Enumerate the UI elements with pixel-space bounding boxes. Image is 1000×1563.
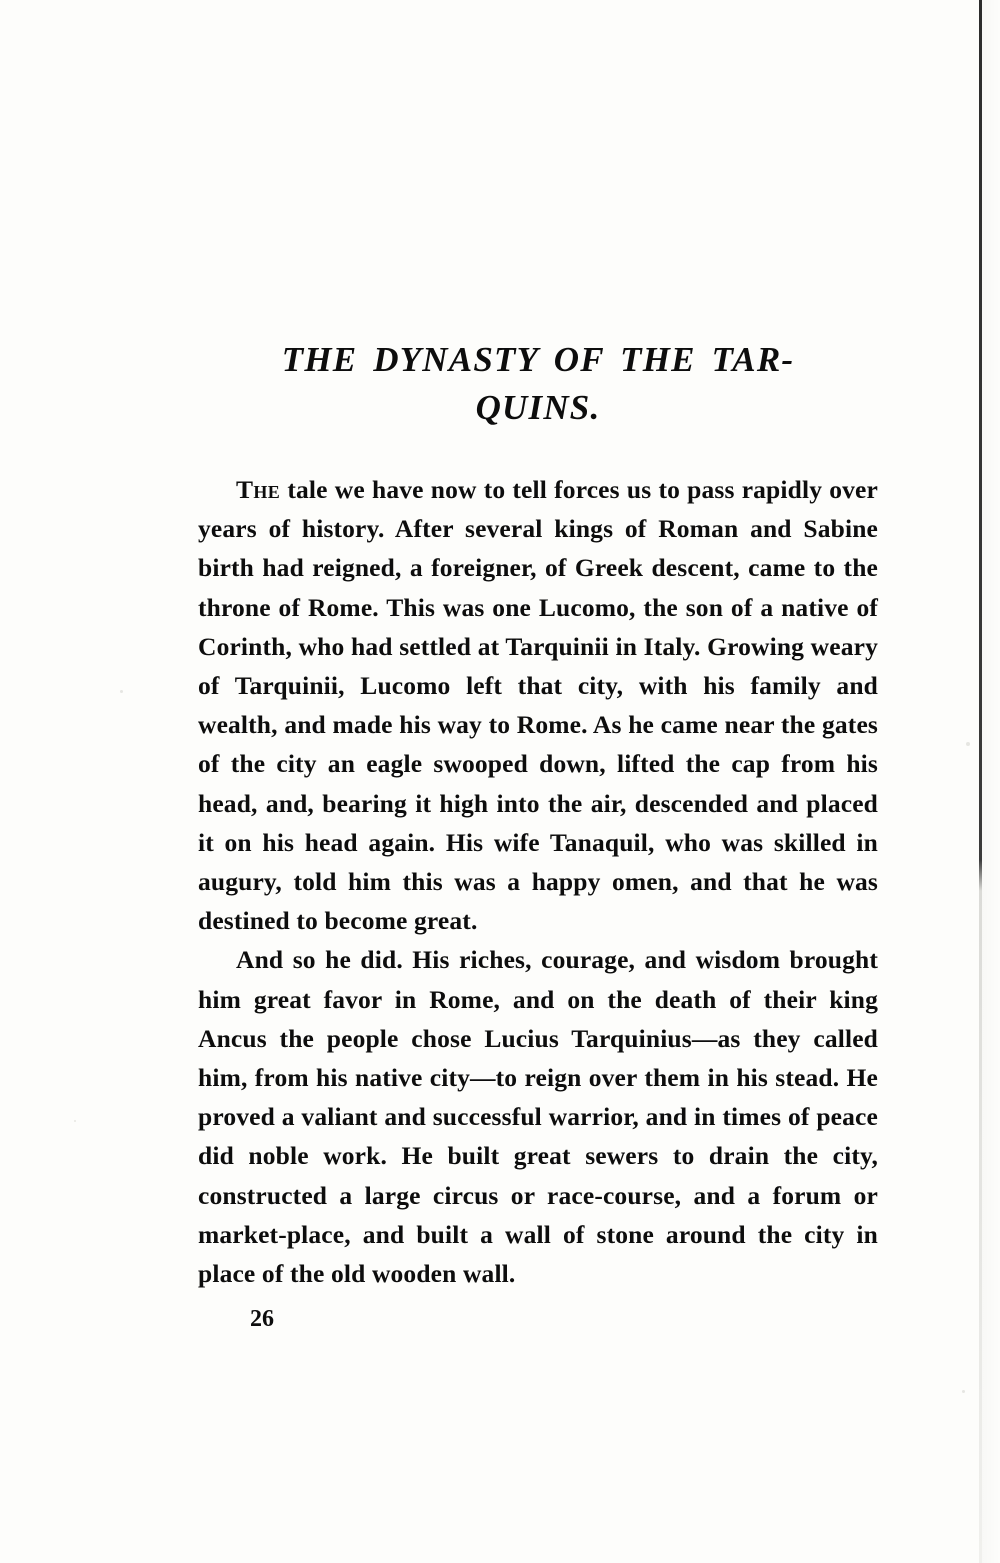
page-edge-shadow bbox=[982, 0, 1000, 1563]
page-number: 26 bbox=[250, 1306, 274, 1332]
paragraph-1-lead-smallcaps: The bbox=[236, 475, 281, 504]
chapter-title-line-1: THE DYNASTY OF THE TAR- bbox=[281, 340, 795, 379]
paragraph-2 bbox=[198, 940, 878, 1293]
scan-binding-edge bbox=[979, 0, 982, 1563]
paper-speck bbox=[966, 742, 970, 746]
paragraph-1-text: tale we have now to tell forces us to pass rapidly over years of history. After several kings of Roman and Sabine birth had reigned, a foreigner, of Greek descent, came to the throne of Rome. This was one Lucomo, the son of a native of Corinth, who had settled at Tarquinii in Italy. Growing weary of Tarquinii, Lucomo left that city, with his family and wealth, and made his way to Rome. As he came near the gates of the city an eagle swooped down, lifted the cap from his head, and, bearing it high into the air, descended and placed it on his head again. His wife Tanaquil, who was skilled in augury, told him this was a happy omen, and that he was destined to become great. bbox=[198, 475, 878, 936]
paragraph-2-text: And so he did. His riches, courage, and wisdom brought him great favor in Rome, and on the death of their king Ancus the people chose Lucius Tarquinius—as they called him, from his native city—to reign over them in his stead. He proved a valiant and successful warrior, and in times of peace did noble work. He built great sewers to drain the city, constructed a large circus or race-course, and a forum or market-place, and built a wall of stone around the city in place of the old wooden wall. bbox=[198, 945, 878, 1289]
paragraph-1 bbox=[198, 470, 878, 940]
chapter-title-line-2: QUINS. bbox=[475, 388, 601, 427]
paper-speck bbox=[120, 690, 123, 693]
paper-speck bbox=[962, 1390, 965, 1393]
paper-speck bbox=[74, 1120, 76, 1122]
page-text-block bbox=[198, 336, 878, 1293]
chapter-title bbox=[198, 336, 878, 432]
